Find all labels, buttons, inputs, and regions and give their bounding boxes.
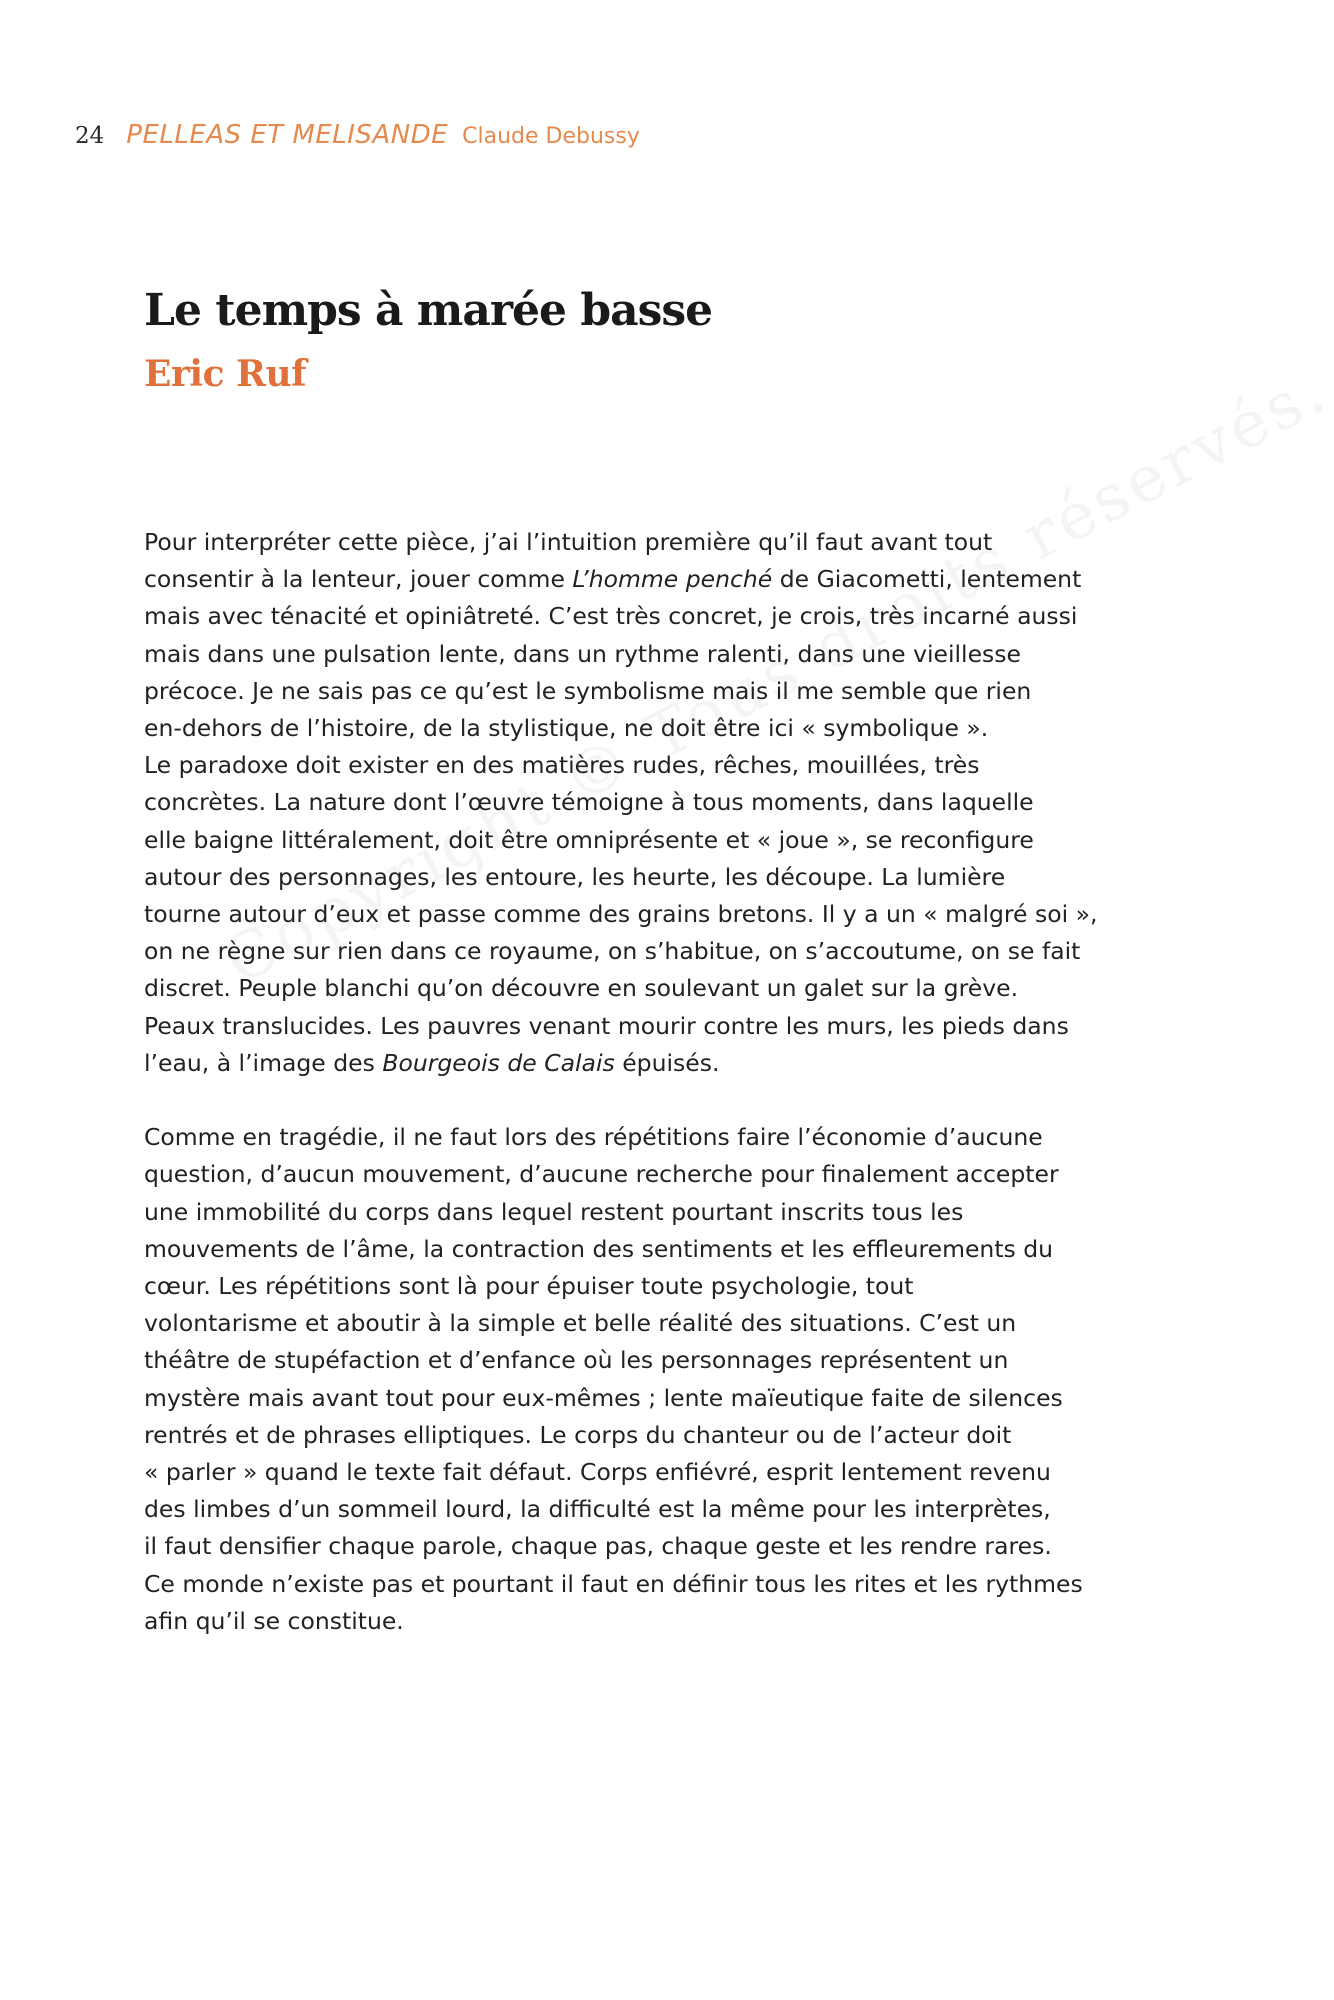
text-segment: mais dans une pulsation lente, dans un rythme ralenti, dans une vieillesse xyxy=(144,639,1021,668)
text-line xyxy=(144,1008,1214,1045)
text-segment: concrètes. La nature dont l’œuvre témoigne à tous moments, dans laquelle xyxy=(144,788,1034,817)
text-line xyxy=(144,1380,1214,1417)
text-line xyxy=(144,1156,1214,1193)
text-segment: théâtre de stupéfaction et d’enfance où les personnages représentent un xyxy=(144,1346,1009,1375)
text-line xyxy=(144,1566,1214,1603)
text-line xyxy=(144,1454,1214,1491)
paragraph xyxy=(144,524,1214,1082)
text-line xyxy=(144,710,1214,747)
running-head-composer: Claude Debussy xyxy=(462,124,640,149)
text-line xyxy=(144,561,1214,598)
text-segment: épuisés. xyxy=(614,1048,720,1077)
text-segment: tourne autour d’eux et passe comme des grains bretons. Il y a un « malgré soi », xyxy=(144,900,1098,929)
text-segment: Comme en tragédie, il ne faut lors des répétitions faire l’économie d’aucune xyxy=(144,1123,1043,1152)
text-line xyxy=(144,1342,1214,1379)
text-segment: des limbes d’un sommeil lourd, la difficulté est la même pour les interprètes, xyxy=(144,1495,1051,1524)
text-line xyxy=(144,1305,1214,1342)
text-line xyxy=(144,859,1214,896)
text-segment: mouvements de l’âme, la contraction des sentiments et les effleurements du xyxy=(144,1234,1054,1263)
text-segment: Pour interpréter cette pièce, j’ai l’intuition première qu’il faut avant tout xyxy=(144,528,993,556)
text-segment: l’eau, à l’image des xyxy=(144,1048,383,1077)
text-line xyxy=(144,1268,1214,1305)
text-line xyxy=(144,822,1214,859)
text-segment: Le paradoxe doit exister en des matières rudes, rêches, mouillées, très xyxy=(144,751,980,780)
text-segment: rentrés et de phrases elliptiques. Le corps du chanteur ou de l’acteur doit xyxy=(144,1420,1012,1449)
paragraph xyxy=(144,1119,1214,1640)
article-body xyxy=(144,524,1214,1640)
text-segment: de Giacometti, lentement xyxy=(772,565,1082,594)
text-line xyxy=(144,636,1214,673)
text-segment: il faut densifier chaque parole, chaque pas, chaque geste et les rendre rares. xyxy=(144,1532,1052,1561)
text-line xyxy=(144,673,1214,710)
running-head xyxy=(75,119,640,154)
text-segment: une immobilité du corps dans lequel restent pourtant inscrits tous les xyxy=(144,1197,964,1226)
text-line xyxy=(144,896,1214,933)
text-segment: volontarisme et aboutir à la simple et belle réalité des situations. C’est un xyxy=(144,1309,1017,1338)
running-head-work-title: PELLEAS ET MELISANDE xyxy=(126,120,449,150)
text-line xyxy=(144,784,1214,821)
text-line xyxy=(144,747,1214,784)
text-line xyxy=(144,1491,1214,1528)
italic-title: Bourgeois de Calais xyxy=(382,1048,615,1077)
text-line xyxy=(144,1603,1214,1640)
text-segment: précoce. Je ne sais pas ce qu’est le symbolisme mais il me semble que rien xyxy=(144,676,1032,705)
italic-title: L’homme penché xyxy=(572,565,773,594)
text-segment: « parler » quand le texte fait défaut. Corps enfiévré, esprit lentement revenu xyxy=(144,1458,1051,1487)
text-line xyxy=(144,524,1214,561)
text-segment: elle baigne littéralement, doit être omniprésente et « joue », se reconfigure xyxy=(144,825,1034,854)
text-line xyxy=(144,1045,1214,1082)
text-segment: discret. Peuple blanchi qu’on découvre en soulevant un galet sur la grève. xyxy=(144,974,1019,1003)
text-segment: mystère mais avant tout pour eux-mêmes ; lente maïeutique faite de silences xyxy=(144,1383,1063,1412)
text-line xyxy=(144,933,1214,970)
text-segment: Peaux translucides. Les pauvres venant mourir contre les murs, les pieds dans xyxy=(144,1011,1069,1040)
text-segment: consentir à la lenteur, jouer comme xyxy=(144,565,573,594)
text-segment: mais avec ténacité et opiniâtreté. C’est très concret, je crois, très incarné aussi xyxy=(144,602,1078,631)
text-segment: afin qu’il se constitue. xyxy=(144,1606,404,1635)
text-segment: on ne règne sur rien dans ce royaume, on s’habitue, on s’accoutume, on se fait xyxy=(144,937,1081,966)
text-line xyxy=(144,970,1214,1007)
text-line xyxy=(144,1231,1214,1268)
article-author: Eric Ruf xyxy=(144,353,307,395)
text-line xyxy=(144,1194,1214,1231)
text-segment: cœur. Les répétitions sont là pour épuiser toute psychologie, tout xyxy=(144,1272,914,1301)
article-title: Le temps à marée basse xyxy=(144,285,713,336)
text-segment: Ce monde n’existe pas et pourtant il faut en définir tous les rites et les rythmes xyxy=(144,1569,1083,1598)
text-segment: question, d’aucun mouvement, d’aucune recherche pour finalement accepter xyxy=(144,1160,1059,1189)
text-line xyxy=(144,1528,1214,1565)
page-number: 24 xyxy=(75,123,105,149)
text-line xyxy=(144,1119,1214,1156)
text-line xyxy=(144,1417,1214,1454)
text-line xyxy=(144,598,1214,635)
text-segment: autour des personnages, les entoure, les heurte, les découpe. La lumière xyxy=(144,862,1006,891)
text-segment: en-dehors de l’histoire, de la stylistique, ne doit être ici « symbolique ». xyxy=(144,714,989,743)
